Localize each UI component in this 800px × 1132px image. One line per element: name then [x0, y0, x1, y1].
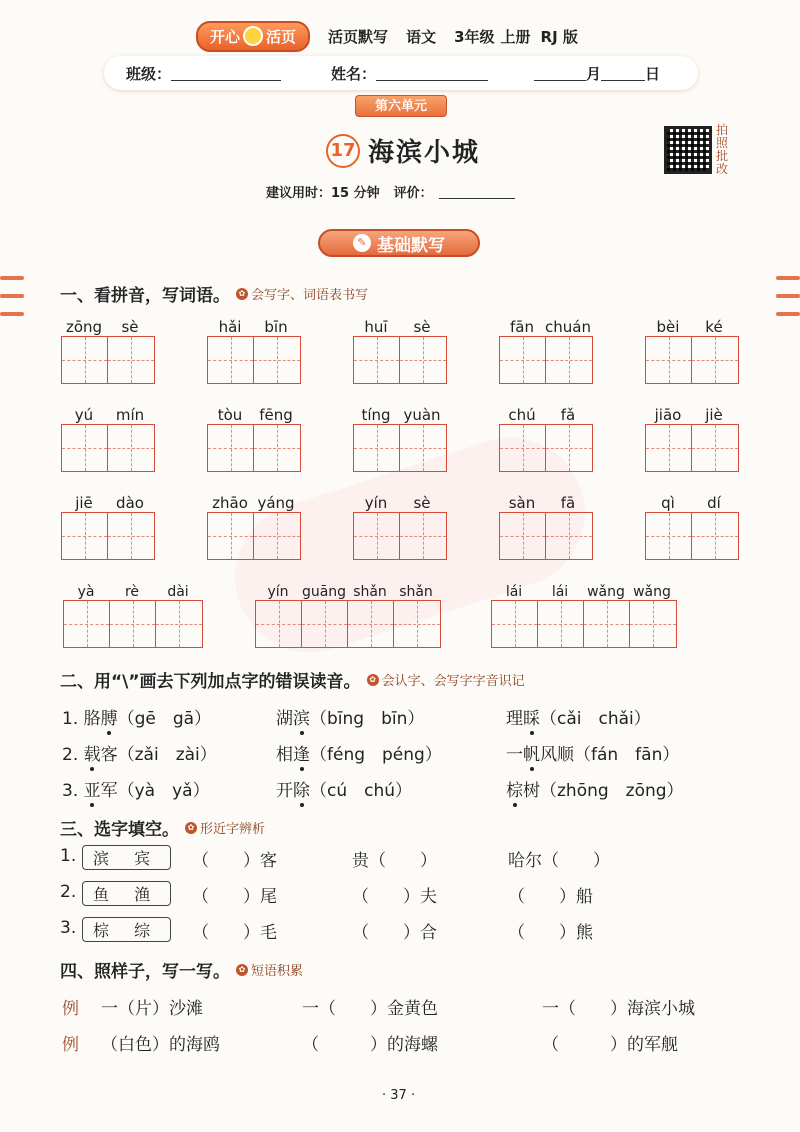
pinyin-word — [499, 490, 593, 560]
q3-choice — [82, 881, 171, 906]
q3-hint — [185, 818, 265, 837]
pinyin-syllable: jiāo — [654, 406, 682, 424]
pinyin-syllable: dài — [167, 584, 189, 600]
writing-boxes — [645, 512, 739, 560]
writing-box[interactable] — [208, 425, 254, 471]
pinyin-syllable: zōng — [65, 318, 103, 336]
writing-boxes — [353, 424, 447, 472]
reading-item: 一帆风顺（fán fān） — [506, 745, 680, 765]
writing-box[interactable] — [110, 601, 156, 647]
pinyin-word — [61, 490, 155, 560]
star-icon: ✿ — [367, 674, 379, 686]
pinyin-word — [61, 314, 155, 384]
reading-item: 相逢（féng péng） — [276, 745, 442, 765]
q3-heading — [60, 815, 265, 840]
pinyin-syllable: chú — [508, 406, 536, 424]
writing-box[interactable] — [646, 513, 692, 559]
pinyin-text — [645, 490, 739, 512]
pinyin-syllable: huī — [364, 318, 388, 336]
pinyin-word — [499, 402, 593, 472]
q3-number: 2. — [60, 882, 77, 902]
grade: 3年级 — [454, 27, 495, 46]
right-stripes — [776, 276, 800, 316]
writing-box[interactable] — [256, 601, 302, 647]
time-line — [266, 182, 515, 201]
writing-boxes — [61, 512, 155, 560]
q3-number: 3. — [60, 918, 77, 938]
writing-box[interactable] — [500, 513, 546, 559]
pinyin-syllable: rè — [124, 584, 140, 600]
q1-hint — [236, 284, 368, 303]
q4-title: 四、照样子，写一写。 — [60, 962, 230, 982]
volume: 上册 — [500, 27, 531, 46]
q2-heading — [60, 667, 525, 692]
dotted-char: 帆 — [523, 745, 540, 765]
section-banner — [318, 229, 480, 257]
writing-box[interactable] — [500, 337, 546, 383]
writing-box[interactable] — [630, 601, 676, 647]
pinyin-syllable: wǎng — [633, 584, 671, 600]
pinyin-syllable: sàn — [508, 494, 536, 512]
q1-title: 一、看拼音，写词语。 — [60, 286, 230, 306]
pinyin-syllable: bīn — [264, 318, 288, 336]
writing-boxes — [499, 424, 593, 472]
fill-blank[interactable]: （ ）毛 — [192, 923, 277, 943]
day-field[interactable] — [601, 65, 645, 81]
reading-item: 3. 亚军（yà yǎ） — [62, 781, 210, 801]
q2-title: 二、用“\”画去下列加点字的错误读音。 — [60, 672, 361, 692]
writing-box[interactable] — [62, 425, 108, 471]
star-icon: ✿ — [185, 822, 197, 834]
star-icon: ✿ — [236, 964, 248, 976]
writing-box[interactable] — [546, 425, 592, 471]
pinyin-syllable: jiè — [705, 406, 723, 424]
q4-heading — [60, 957, 303, 982]
dotted-char: 载 — [83, 745, 101, 765]
writing-box[interactable] — [254, 425, 300, 471]
writing-box[interactable] — [546, 337, 592, 383]
fill-blank[interactable]: 贵（ ） — [352, 851, 437, 871]
dotted-char: 滨 — [293, 709, 310, 729]
left-stripes — [0, 276, 24, 316]
day-label: 日 — [645, 64, 661, 83]
q1-hint-text: 会写字、词语表书写 — [251, 288, 369, 303]
writing-box[interactable] — [208, 337, 254, 383]
fill-blank[interactable]: （ ）的军舰 — [542, 1035, 678, 1055]
fill-blank[interactable]: 哈尔（ ） — [508, 851, 610, 871]
writing-boxes — [61, 424, 155, 472]
section-title: 基础默写 — [377, 235, 445, 256]
brand-left: 开心 — [210, 27, 241, 46]
writing-box[interactable] — [302, 601, 348, 647]
writing-box[interactable] — [108, 513, 154, 559]
pinyin-syllable: jiē — [75, 494, 93, 512]
dotted-char: 膊 — [100, 709, 118, 729]
pinyin-word — [255, 578, 441, 648]
choice-box: 滨 宾 — [82, 845, 171, 870]
example-label: 例 — [62, 1035, 79, 1055]
pinyin-syllable: lái — [505, 584, 523, 600]
class-label: 班级： — [126, 64, 172, 83]
writing-boxes — [491, 600, 677, 648]
pinyin-text — [499, 402, 593, 424]
pinyin-word — [353, 490, 447, 560]
pinyin-syllable: wǎng — [587, 584, 625, 600]
writing-boxes — [353, 336, 447, 384]
pinyin-syllable: dí — [707, 494, 721, 512]
writing-boxes — [499, 512, 593, 560]
fill-blank[interactable]: （ ）船 — [508, 887, 593, 907]
month-label: 月 — [586, 64, 602, 83]
reading-item: 理睬（cǎi chǎi） — [506, 709, 651, 729]
writing-box[interactable] — [156, 601, 202, 647]
fill-blank[interactable]: 一（ ）金黄色 — [302, 999, 438, 1019]
pinyin-text — [63, 578, 203, 600]
writing-boxes — [207, 336, 301, 384]
q1-heading — [60, 281, 368, 306]
writing-box[interactable] — [400, 513, 446, 559]
q3-choice — [82, 845, 171, 870]
pinyin-syllable: sè — [413, 494, 431, 512]
reading-item: 棕树（zhōng zōng） — [506, 781, 684, 801]
writing-box[interactable] — [354, 337, 400, 383]
dotted-char: 逢 — [293, 745, 310, 765]
pinyin-text — [353, 402, 447, 424]
eval-label: 评价： — [393, 186, 433, 201]
dotted-char: 睬 — [523, 709, 540, 729]
q2-hint — [367, 670, 525, 689]
writing-boxes — [499, 336, 593, 384]
pinyin-word — [207, 402, 301, 472]
writing-box[interactable] — [108, 337, 154, 383]
pinyin-syllable: chuán — [545, 318, 591, 336]
reading-item: 2. 载客（zǎi zài） — [62, 745, 217, 765]
pinyin-syllable: sè — [413, 318, 431, 336]
writing-box[interactable] — [254, 337, 300, 383]
pinyin-syllable: tòu — [217, 406, 243, 424]
pinyin-syllable: lái — [551, 584, 569, 600]
pinyin-word — [207, 490, 301, 560]
writing-boxes — [353, 512, 447, 560]
q3-title: 三、选字填空。 — [60, 820, 179, 840]
pinyin-syllable: mín — [115, 406, 145, 424]
choice-box: 棕 综 — [82, 917, 171, 942]
q4-hint-text: 短语积累 — [251, 964, 304, 979]
pinyin-text — [499, 314, 593, 336]
pinyin-text — [207, 314, 301, 336]
writing-box[interactable] — [492, 601, 538, 647]
writing-box[interactable] — [400, 337, 446, 383]
brand-logo — [196, 21, 310, 52]
pinyin-text — [353, 314, 447, 336]
pinyin-word — [645, 314, 739, 384]
writing-boxes — [255, 600, 441, 648]
writing-box[interactable] — [692, 425, 738, 471]
unit-tag: 第六单元 — [355, 95, 447, 117]
subject: 语文 — [406, 27, 437, 46]
pinyin-syllable: yà — [77, 584, 95, 600]
pinyin-syllable: shǎn — [353, 584, 387, 600]
pinyin-syllable: fā — [560, 494, 576, 512]
sun-icon — [243, 26, 263, 46]
example-text: （白色）的海鸥 — [101, 1035, 220, 1055]
pinyin-text — [61, 314, 155, 336]
writing-box[interactable] — [208, 513, 254, 559]
pinyin-text — [353, 490, 447, 512]
writing-box[interactable] — [354, 513, 400, 559]
pinyin-syllable: yín — [364, 494, 388, 512]
example-phrase — [62, 994, 203, 1019]
pinyin-text — [645, 402, 739, 424]
qr-code-icon[interactable] — [664, 126, 712, 174]
pinyin-word — [491, 578, 677, 648]
suggested-time: 建议用时：15 分钟 — [266, 186, 380, 201]
pinyin-syllable: hǎi — [218, 318, 242, 336]
pinyin-text — [207, 402, 301, 424]
pinyin-word — [645, 490, 739, 560]
pinyin-word — [207, 314, 301, 384]
pinyin-word — [61, 402, 155, 472]
lesson-number: 17 — [326, 134, 360, 168]
month-field[interactable] — [534, 65, 586, 81]
writing-boxes — [645, 336, 739, 384]
pinyin-text — [61, 402, 155, 424]
writing-box[interactable] — [62, 513, 108, 559]
dotted-char: 棕 — [506, 781, 523, 801]
lesson-name: 海滨小城 — [368, 138, 481, 168]
pinyin-text — [645, 314, 739, 336]
pinyin-syllable: yáng — [257, 494, 295, 512]
example-label: 例 — [62, 999, 79, 1019]
pinyin-syllable: qì — [661, 494, 675, 512]
star-icon: ✿ — [236, 288, 248, 300]
writing-box[interactable] — [646, 425, 692, 471]
qr-caption: 拍照批改 — [716, 123, 729, 176]
q3-choice — [82, 917, 171, 942]
pinyin-text — [61, 490, 155, 512]
fill-blank[interactable]: （ ）合 — [352, 923, 437, 943]
q3-number: 1. — [60, 846, 77, 866]
pinyin-syllable: fān — [510, 318, 534, 336]
brand-right: 活页 — [266, 27, 297, 46]
eval-field[interactable] — [439, 185, 515, 199]
fill-blank[interactable]: （ ）尾 — [192, 887, 277, 907]
writing-box[interactable] — [692, 513, 738, 559]
pinyin-syllable: sè — [121, 318, 139, 336]
writing-box[interactable] — [64, 601, 110, 647]
q2-hint-text: 会认字、会写字字音识记 — [381, 674, 525, 689]
pinyin-syllable: yín — [267, 584, 289, 600]
q3-hint-text: 形近字辨析 — [200, 822, 266, 837]
lesson-title — [326, 132, 480, 169]
writing-box[interactable] — [254, 513, 300, 559]
writing-boxes — [61, 336, 155, 384]
pinyin-syllable: shǎn — [399, 584, 433, 600]
pinyin-word — [353, 314, 447, 384]
pinyin-syllable: zhāo — [212, 494, 248, 512]
writing-boxes — [207, 424, 301, 472]
page-number: · 37 · — [382, 1088, 416, 1103]
writing-boxes — [63, 600, 203, 648]
pinyin-text — [207, 490, 301, 512]
pinyin-syllable: fēng — [259, 406, 293, 424]
pinyin-word — [499, 314, 593, 384]
writing-box[interactable] — [108, 425, 154, 471]
pinyin-syllable: bèi — [656, 318, 680, 336]
reading-item: 1. 胳膊（gē gā） — [62, 709, 212, 729]
pinyin-text — [491, 578, 677, 600]
writing-box[interactable] — [500, 425, 546, 471]
pinyin-syllable: ké — [705, 318, 723, 336]
fill-blank[interactable]: 一（ ）海滨小城 — [542, 999, 695, 1019]
pen-icon: ✎ — [353, 234, 371, 252]
q4-hint — [236, 960, 303, 979]
choice-box: 鱼 渔 — [82, 881, 171, 906]
pinyin-syllable: fǎ — [560, 406, 576, 424]
writing-box[interactable] — [354, 425, 400, 471]
class-field[interactable] — [171, 65, 281, 81]
pinyin-word — [353, 402, 447, 472]
writing-boxes — [645, 424, 739, 472]
pinyin-syllable: guāng — [301, 584, 347, 600]
pinyin-syllable: yuàn — [403, 406, 441, 424]
student-info-bar — [104, 56, 698, 90]
writing-box[interactable] — [538, 601, 584, 647]
fill-blank[interactable]: （ ）客 — [192, 851, 277, 871]
writing-box[interactable] — [62, 337, 108, 383]
example-text: 一（片）沙滩 — [101, 999, 203, 1019]
edition: RJ 版 — [540, 27, 578, 46]
name-label: 姓名： — [331, 64, 377, 83]
fill-blank[interactable]: （ ）的海螺 — [302, 1035, 438, 1055]
writing-box[interactable] — [400, 425, 446, 471]
writing-box[interactable] — [646, 337, 692, 383]
dotted-char: 除 — [293, 781, 310, 801]
example-phrase — [62, 1030, 220, 1055]
pinyin-syllable: dào — [116, 494, 144, 512]
writing-box[interactable] — [692, 337, 738, 383]
writing-box[interactable] — [348, 601, 394, 647]
reading-item: 湖滨（bīng bīn） — [276, 709, 425, 729]
header-bar — [196, 22, 578, 50]
writing-box[interactable] — [546, 513, 592, 559]
pinyin-text — [255, 578, 441, 600]
writing-box[interactable] — [584, 601, 630, 647]
pinyin-text — [499, 490, 593, 512]
pinyin-word — [645, 402, 739, 472]
series-name: 活页默写 — [328, 27, 389, 46]
pinyin-word — [63, 578, 203, 648]
pinyin-syllable: yú — [74, 406, 94, 424]
fill-blank[interactable]: （ ）熊 — [508, 923, 593, 943]
reading-item: 开除（cú chú） — [276, 781, 413, 801]
fill-blank[interactable]: （ ）夫 — [352, 887, 437, 907]
name-field[interactable] — [376, 65, 488, 81]
writing-box[interactable] — [394, 601, 440, 647]
pinyin-syllable: tíng — [361, 406, 391, 424]
writing-boxes — [207, 512, 301, 560]
dotted-char: 亚 — [83, 781, 101, 801]
